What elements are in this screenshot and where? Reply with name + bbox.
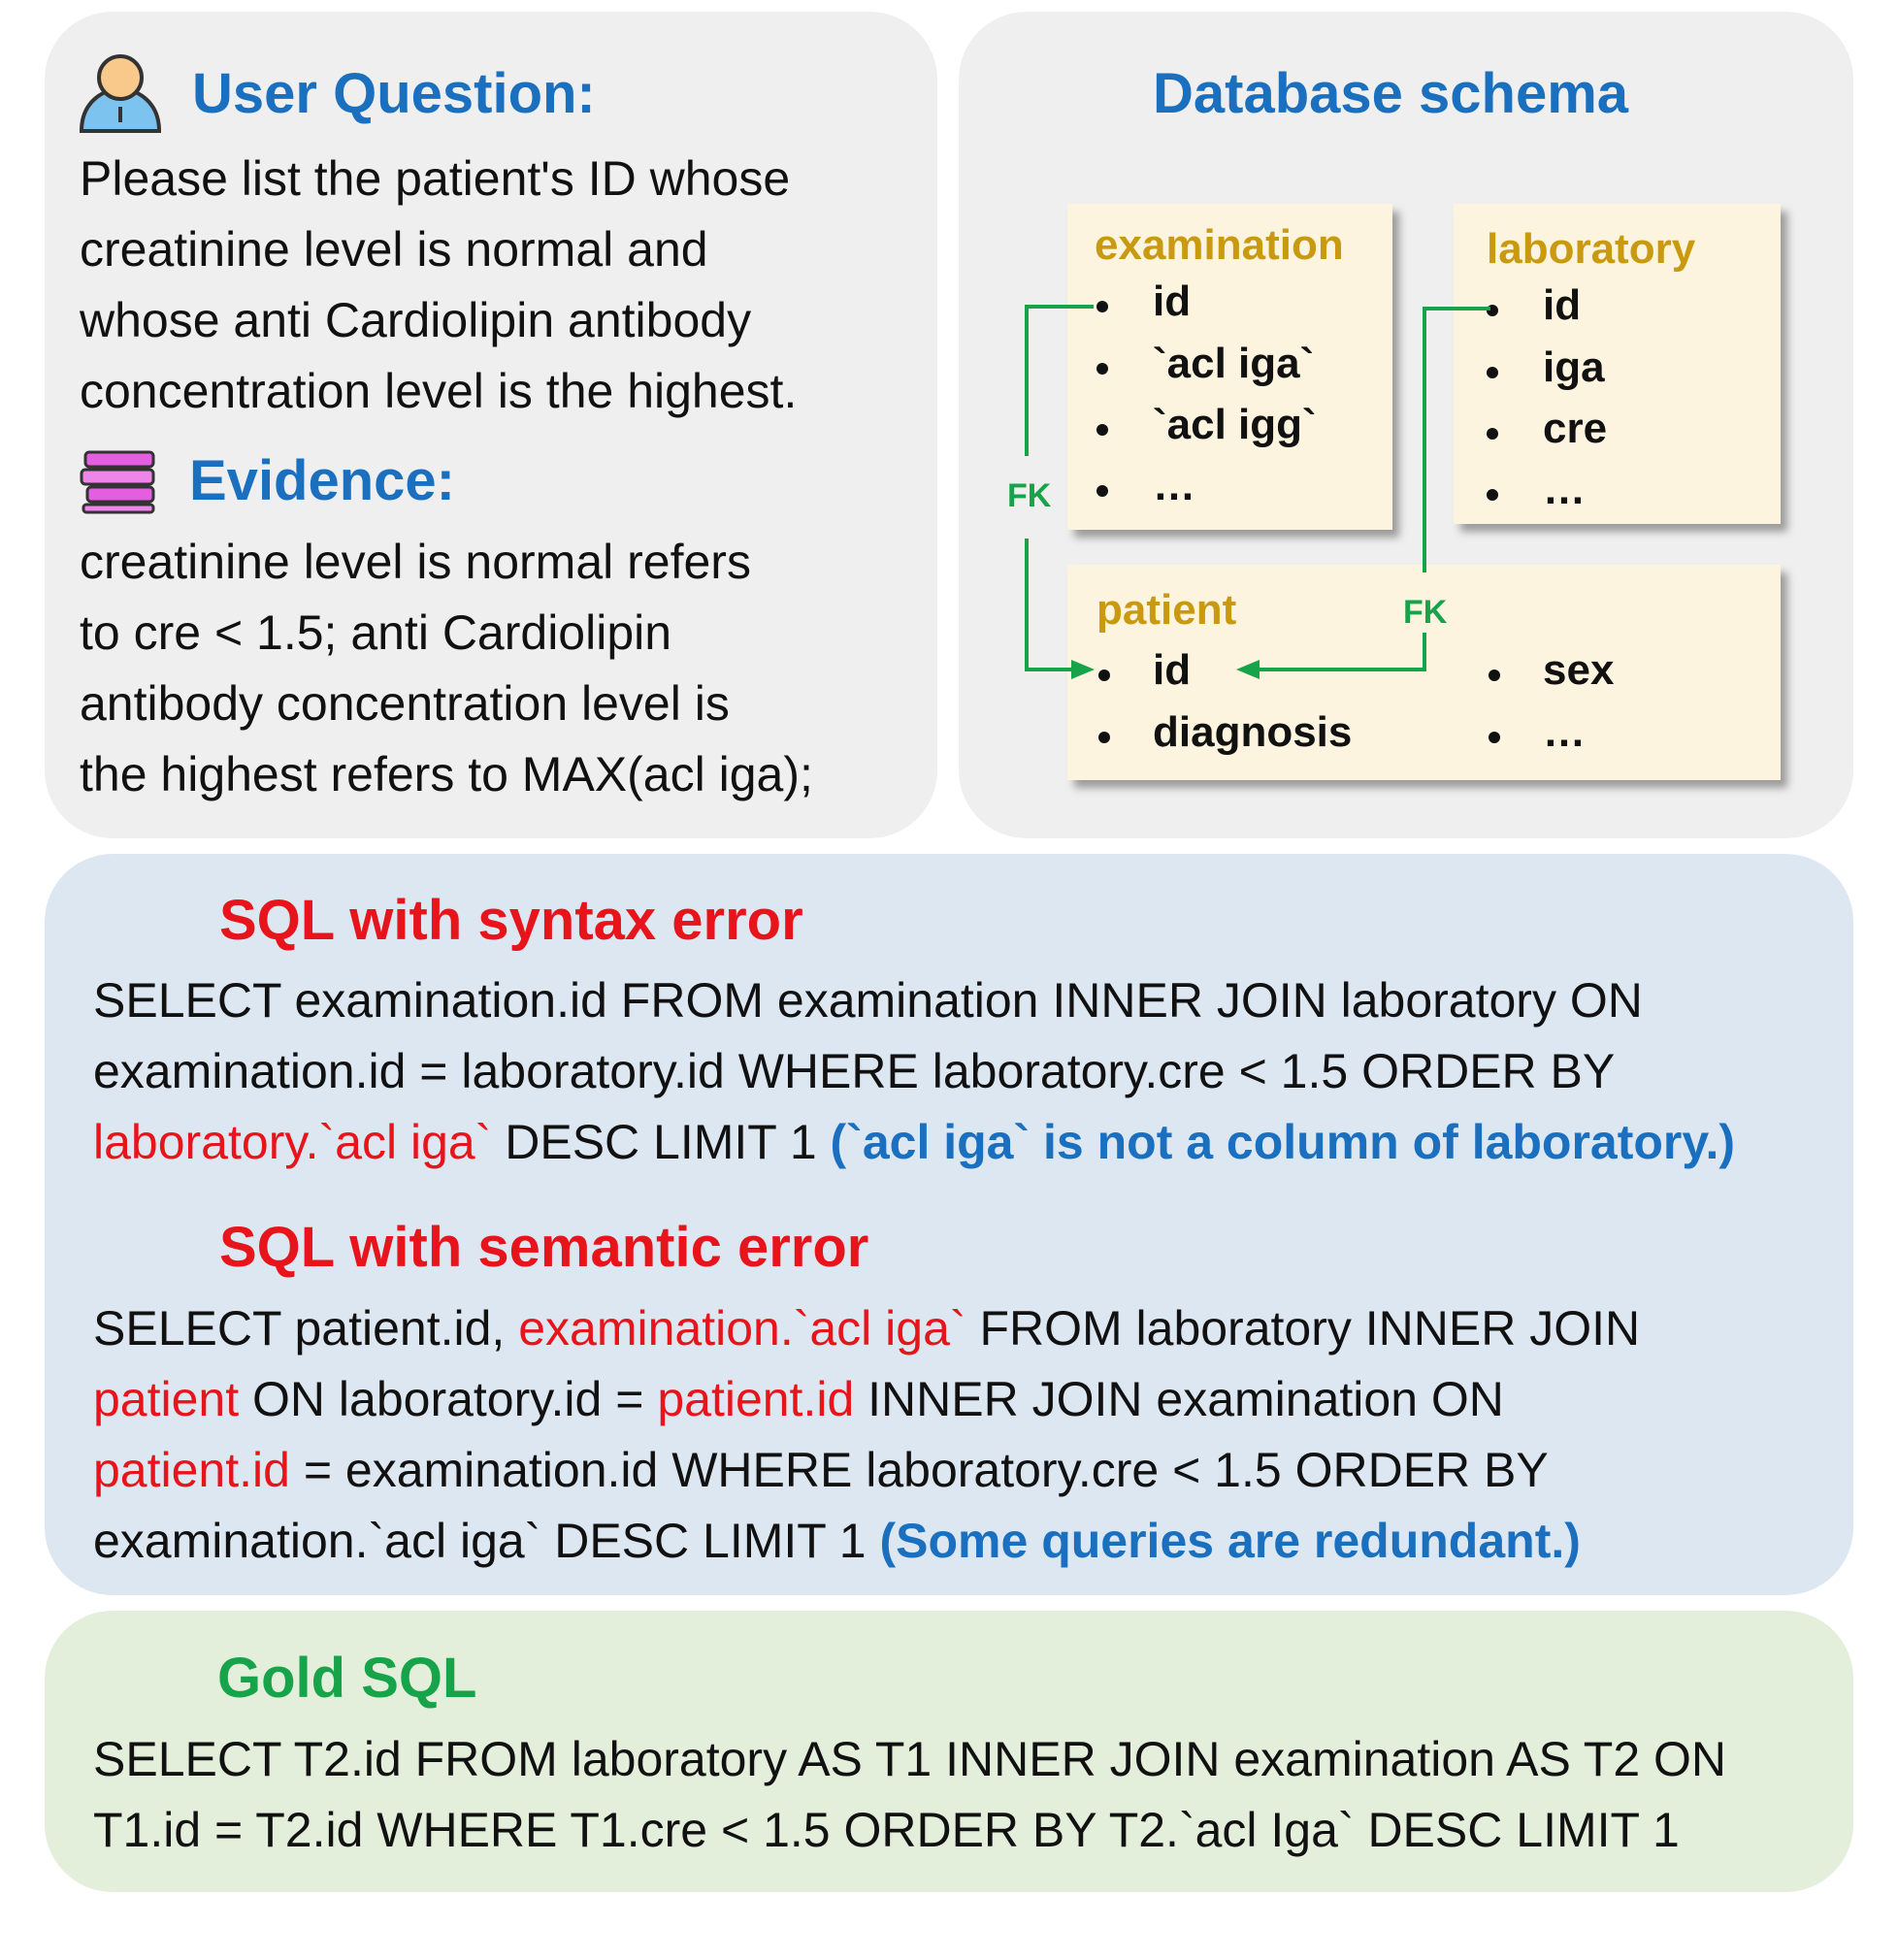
semantic-error-title: SQL with semantic error bbox=[219, 1216, 869, 1279]
sql-line: SELECT examination.id FROM examination INNER JOIN laboratory ON bbox=[93, 973, 1643, 1028]
sql-fragment: examination.`acl iga` DESC LIMIT 1 bbox=[93, 1514, 880, 1568]
evidence-line: creatinine level is normal refers bbox=[80, 535, 751, 589]
laboratory-col-more: … bbox=[1543, 466, 1586, 513]
laboratory-col-iga: iga bbox=[1543, 343, 1605, 391]
question-line: creatinine level is normal and bbox=[80, 222, 708, 277]
evidence-title: Evidence: bbox=[189, 449, 455, 512]
evidence-line: antibody concentration level is bbox=[80, 676, 730, 731]
user-question-title: User Question: bbox=[192, 62, 596, 125]
database-schema-title: Database schema bbox=[1153, 62, 1629, 125]
sql-error-fragment: patient.id bbox=[657, 1372, 855, 1426]
fk-arrowhead bbox=[1071, 660, 1095, 679]
sql-error-fragment: patient bbox=[93, 1372, 240, 1426]
fk-line-laboratory-patient bbox=[1258, 633, 1424, 670]
sql-line: T1.id = T2.id WHERE T1.cre < 1.5 ORDER BY T2.`acl Iga` DESC LIMIT 1 bbox=[93, 1803, 1680, 1857]
sql-error-fragment: laboratory.`acl iga` bbox=[93, 1115, 492, 1169]
sql-fragment: INNER JOIN examination ON bbox=[854, 1372, 1504, 1426]
examination-col-acl-igg: `acl igg` bbox=[1153, 401, 1317, 448]
fk-line-laboratory bbox=[1424, 309, 1490, 572]
sql-fragment: = examination.id WHERE laboratory.cre < 1.5 ORDER BY bbox=[289, 1443, 1549, 1497]
sql-line: examination.id = laboratory.id WHERE laboratory.cre < 1.5 ORDER BY bbox=[93, 1044, 1616, 1098]
sql-fragment: ON laboratory.id = bbox=[239, 1372, 658, 1426]
semantic-error-sql bbox=[93, 1293, 1640, 1577]
sql-line bbox=[93, 1293, 1640, 1364]
fk-line-patient bbox=[1027, 539, 1073, 670]
laboratory-table-name: laboratory bbox=[1487, 225, 1696, 273]
question-line: concentration level is the highest. bbox=[80, 364, 798, 418]
fk-label: FK bbox=[1007, 477, 1052, 514]
examination-col-acl-iga: `acl iga` bbox=[1153, 340, 1315, 387]
gold-sql bbox=[93, 1724, 1726, 1866]
sql-line: SELECT T2.id FROM laboratory AS T1 INNER JOIN examination AS T2 ON bbox=[93, 1732, 1727, 1786]
examination-table-name: examination bbox=[1095, 221, 1344, 269]
sql-line bbox=[93, 1435, 1640, 1506]
fk-label: FK bbox=[1403, 594, 1448, 631]
sql-line bbox=[93, 1506, 1640, 1577]
patient-col-id: id bbox=[1153, 646, 1192, 694]
fk-line-examination bbox=[1027, 307, 1094, 456]
patient-col-sex: sex bbox=[1543, 646, 1615, 694]
sql-line bbox=[93, 1107, 1735, 1178]
sql-fragment: FROM laboratory INNER JOIN bbox=[965, 1301, 1641, 1356]
syntax-error-title: SQL with syntax error bbox=[219, 889, 803, 952]
laboratory-col-id: id bbox=[1543, 281, 1582, 329]
evidence-line: the highest refers to MAX(acl iga); bbox=[80, 747, 813, 801]
fk-arrowhead bbox=[1236, 660, 1260, 679]
evidence-line: to cre < 1.5; anti Cardiolipin bbox=[80, 605, 672, 660]
patient-col-more: … bbox=[1543, 708, 1586, 756]
syntax-error-sql bbox=[93, 965, 1735, 1178]
semantic-error-note: (Some queries are redundant.) bbox=[879, 1514, 1581, 1568]
question-line: whose anti Cardiolipin antibody bbox=[80, 293, 752, 347]
gold-sql-title: Gold SQL bbox=[217, 1647, 477, 1710]
sql-error-fragment: patient.id bbox=[93, 1443, 290, 1497]
sql-line bbox=[93, 1364, 1640, 1435]
patient-col-diagnosis: diagnosis bbox=[1153, 708, 1353, 756]
syntax-error-note: (`acl iga` is not a column of laboratory.) bbox=[830, 1115, 1736, 1169]
patient-table-name: patient bbox=[1096, 586, 1237, 634]
sql-error-fragment: examination.`acl iga` bbox=[518, 1301, 966, 1356]
sql-fragment: SELECT patient.id, bbox=[93, 1301, 519, 1356]
question-line: Please list the patient's ID whose bbox=[80, 151, 791, 206]
examination-col-more: … bbox=[1153, 462, 1195, 509]
examination-col-id: id bbox=[1153, 278, 1192, 325]
sql-fragment: DESC LIMIT 1 bbox=[491, 1115, 831, 1169]
laboratory-col-cre: cre bbox=[1543, 405, 1608, 452]
